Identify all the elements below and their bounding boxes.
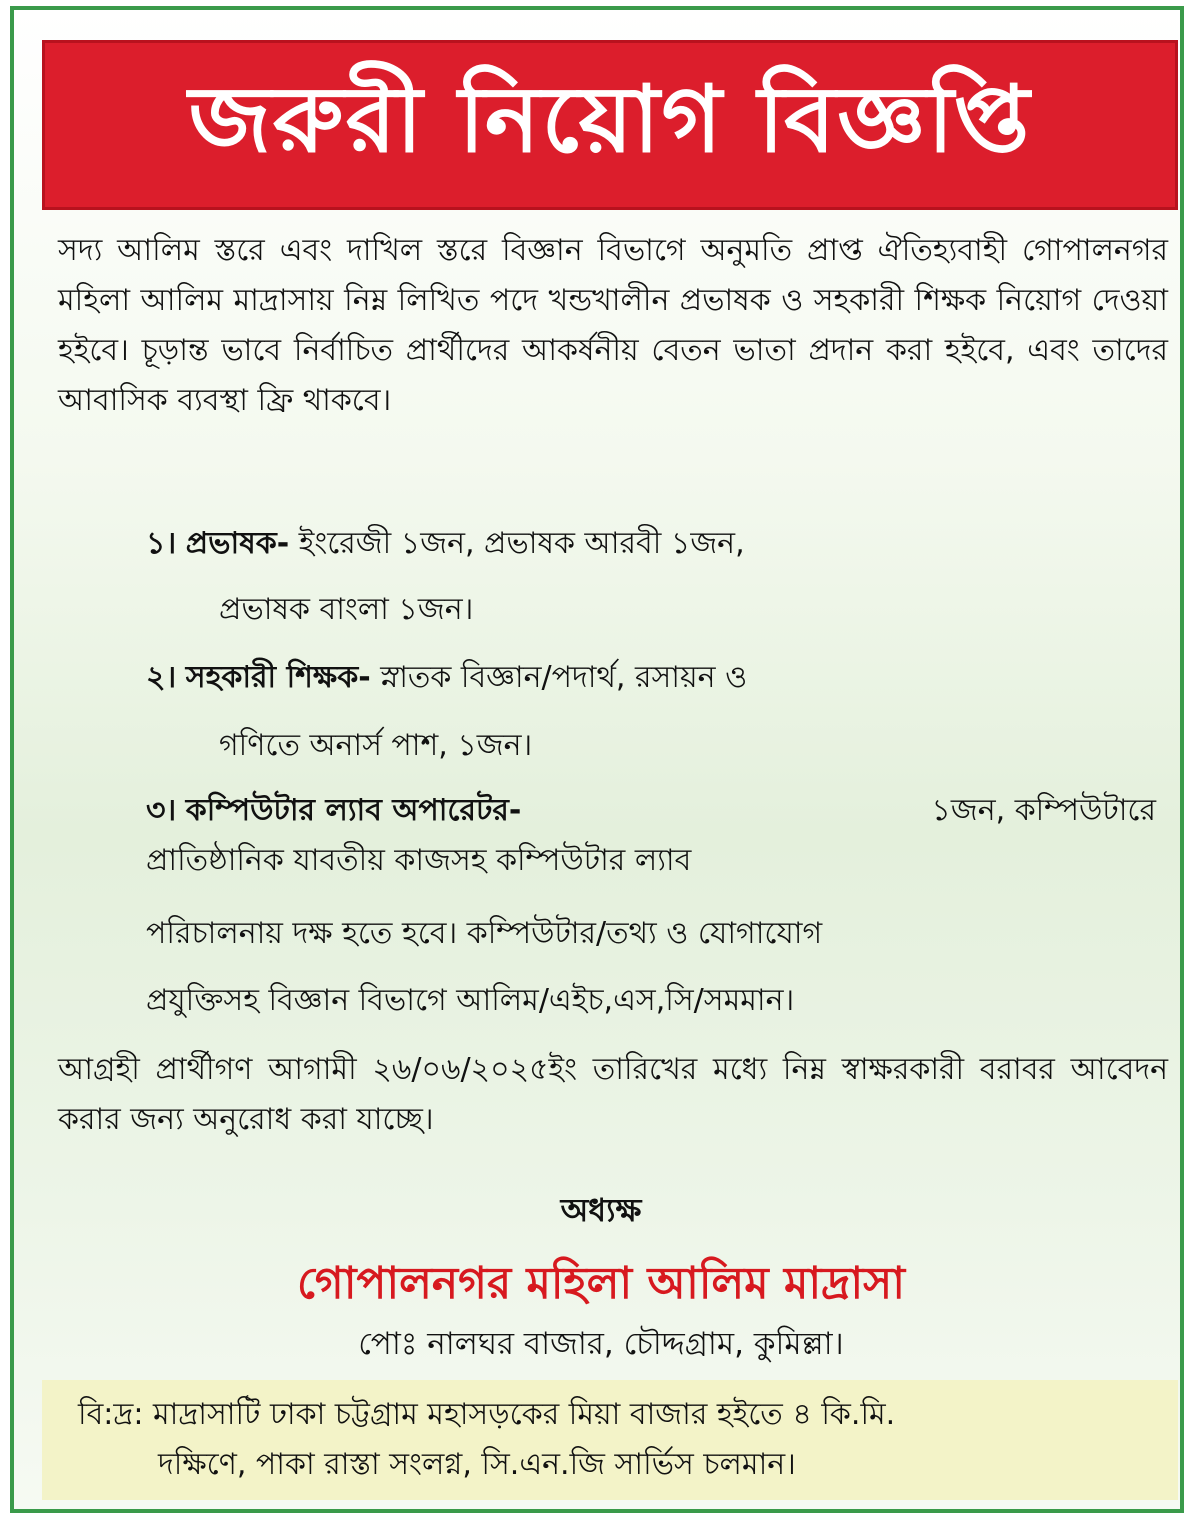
note-line2: দক্ষিণে, পাকা রাস্তা সংলগ্ন, সি.এন.জি সার্ভিস চলমান। [158, 1447, 796, 1482]
position-detail: স্নাতক বিজ্ঞান/পদার্থ, রসায়ন ও [370, 660, 748, 695]
position-title: কম্পিউটার ল্যাব অপারেটর- [185, 793, 522, 828]
closing-paragraph: আগ্রহী প্রার্থীগণ আগামী ২৬/০৬/২০২৫ইং তারিখের মধ্যে নিম্ন স্বাক্ষরকারী বরাবর আবেদন করার জন্য অনুরোধ করা যাচ্ছে। [58, 1052, 1168, 1137]
notice-title: জরুরী নিয়োগ বিজ্ঞপ্তি [188, 66, 1032, 173]
position-1-line2: প্রভাষক বাংলা ১জন। [219, 592, 474, 627]
intro-paragraph: সদ্য আলিম স্তরে এবং দাখিল স্তরে বিজ্ঞান বিভাগে অনুমতি প্রাপ্ত ঐতিহ্যবাহী গোপালনগর মহিলা আলিম মাদ্রাসায় নিম্ন লিখিত পদে খন্ডখালীন প্রভাষক ও সহকারী শিক্ষক নিয়োগ দেওয়া হইবে। চূড়ান্ত ভাবে নির্বাচিত প্রার্থীদের আকর্ষনীয় বেতন ভাতা প্রদান করা হইবে, এবং তাদের আবাসিক ব্যবস্থা ফ্রি থাকবে। [58, 233, 1168, 418]
position-3-line3: পরিচালনায় দক্ষ হতে হবে। কম্পিউটার/তথ্য ও যোগাযোগ [146, 916, 823, 951]
position-title: সহকারী শিক্ষক- [185, 660, 371, 695]
note-line1: বি:দ্র: মাদ্রাসাটি ঢাকা চট্টগ্রাম মহাসড়কের মিয়া বাজার হইতে ৪ কি.মি. [78, 1397, 896, 1432]
position-detail: ইংরেজী ১জন, প্রভাষক আরবী ১জন, [289, 526, 745, 561]
position-2-line1 [146, 652, 747, 704]
position-3-line1 [146, 785, 1156, 837]
signatory-role: অধ্যক্ষ [560, 1191, 642, 1229]
notice-frame [10, 6, 1184, 1513]
institution-name: গোপালনগর মহিলা আলিম মাদ্রাসা [297, 1258, 905, 1309]
notice-header [42, 40, 1178, 210]
position-detail: ১জন, কম্পিউটারে [931, 793, 1156, 828]
position-number: ৩। [146, 793, 177, 828]
position-2-line2: গণিতে অনার্স পাশ, ১জন। [219, 728, 533, 763]
position-title: প্রভাষক- [185, 526, 290, 561]
position-number: ১। [146, 526, 177, 561]
note-box [42, 1380, 1178, 1500]
position-3-line2: প্রাতিষ্ঠানিক যাবতীয় কাজসহ কম্পিউটার ল্যাব [146, 843, 692, 878]
position-3-line4: প্রযুক্তিসহ বিজ্ঞান বিভাগে আলিম/এইচ,এস,সি/সমমান। [146, 983, 795, 1018]
institution-address: পোঃ নালঘর বাজার, চৌদ্দগ্রাম, কুমিল্লা। [358, 1326, 844, 1362]
position-number: ২। [146, 660, 177, 695]
position-1-line1 [146, 518, 745, 570]
